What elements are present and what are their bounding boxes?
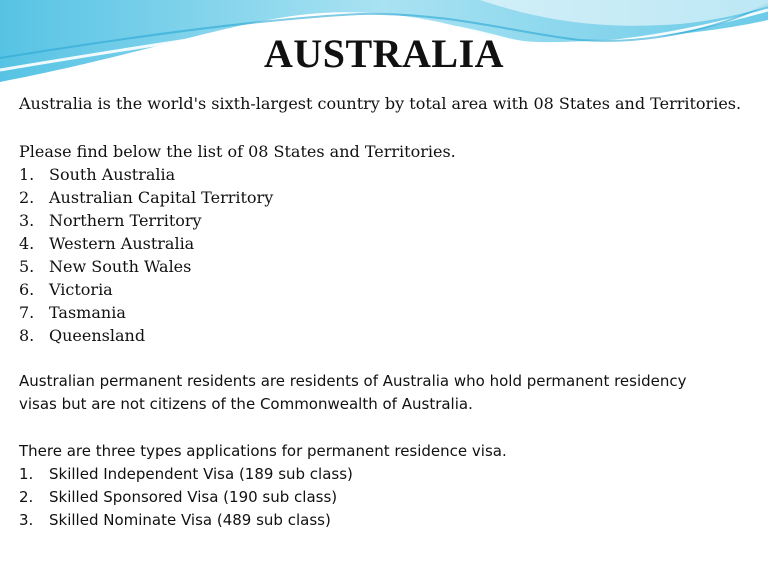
visa-list (19, 463, 759, 532)
intro-text: Australia is the world's sixth-largest country by total area with 08 States and Territories. (19, 94, 742, 113)
intro-paragraph (19, 92, 759, 115)
page-title: AUSTRALIA (263, 31, 505, 76)
states-list-intro: Please find below the list of 08 States and Territories. (19, 142, 456, 161)
permanent-resident-paragraph (19, 370, 759, 416)
list-item: 7. Tasmania (19, 303, 126, 322)
list-item: 8. Queensland (19, 326, 146, 345)
states-list (19, 163, 759, 347)
list-item: 6. Victoria (19, 280, 113, 299)
list-item: 1. South Australia (19, 165, 176, 184)
list-item: 2. Skilled Sponsored Visa (190 sub class) (19, 488, 338, 506)
visa-section (19, 440, 759, 532)
list-item: 5. New South Wales (19, 257, 192, 276)
list-item: 1. Skilled Independent Visa (189 sub class) (19, 465, 353, 483)
visa-list-intro: There are three types applications for permanent residence visa. (19, 442, 507, 460)
list-item: 3. Skilled Nominate Visa (489 sub class) (19, 511, 331, 529)
list-item: 4. Western Australia (19, 234, 195, 253)
list-item: 3. Northern Territory (19, 211, 202, 230)
states-section (19, 140, 759, 347)
list-item: 2. Australian Capital Territory (19, 188, 274, 207)
pr-text-line: visas but are not citizens of the Commonwealth of Australia. (19, 395, 473, 413)
pr-text-line: Australian permanent residents are residents of Australia who hold permanent residency (19, 372, 687, 390)
